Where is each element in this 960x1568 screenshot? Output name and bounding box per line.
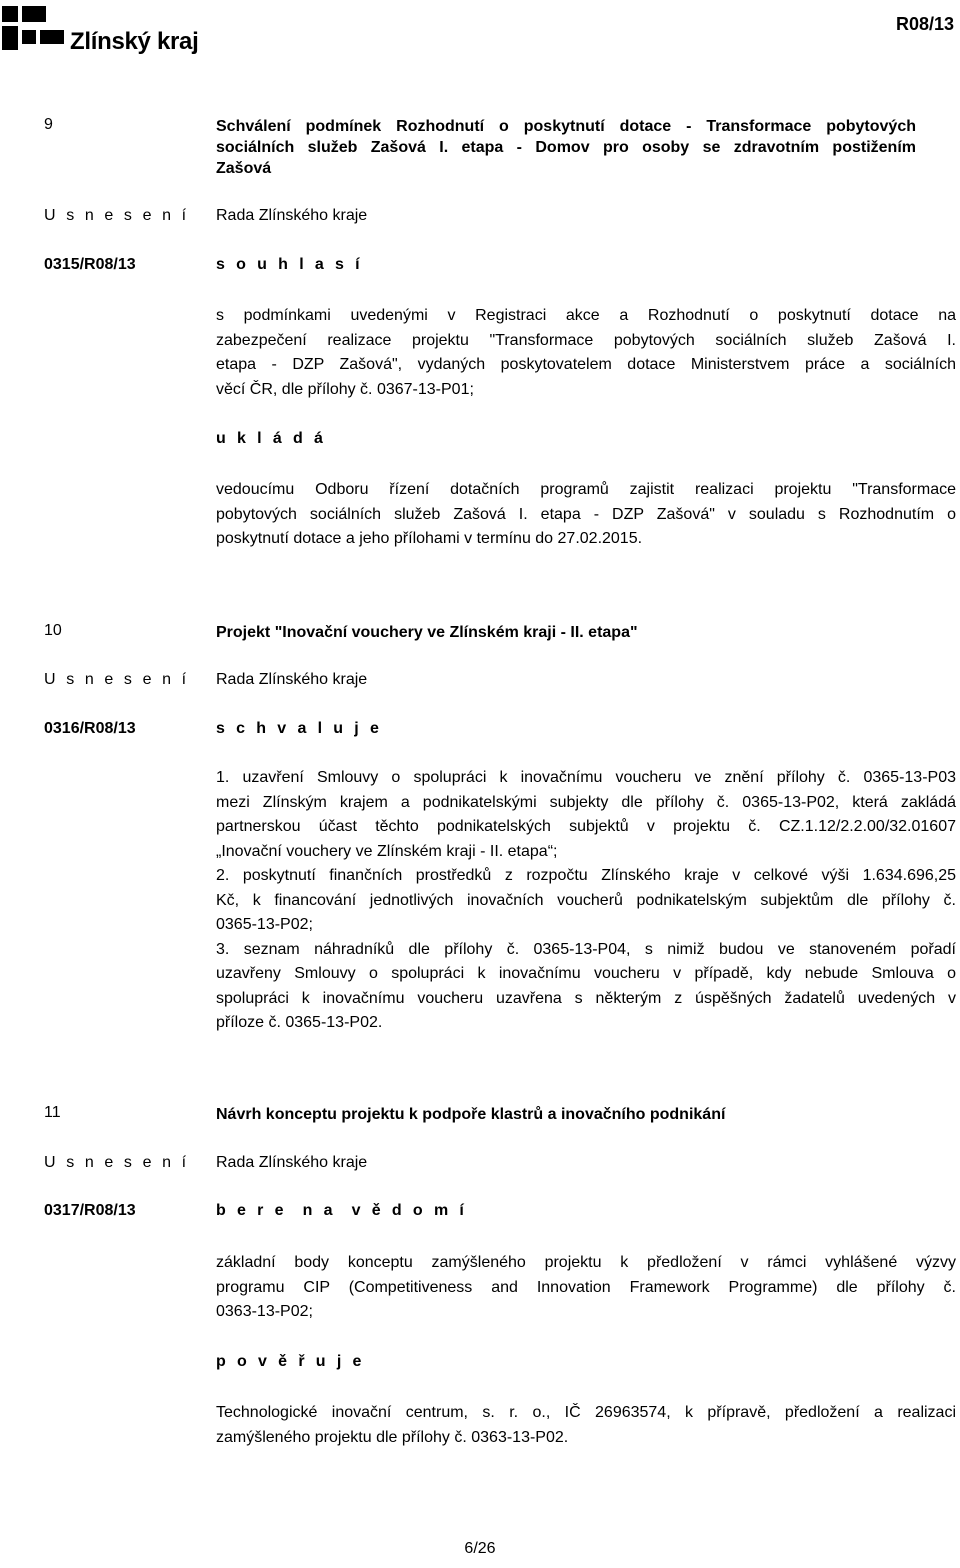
resolution-verb: p o v ě ř u j e [216, 1353, 365, 1370]
body-name: Rada Zlínského kraje [216, 1154, 368, 1171]
text-line: příloze č. 0365-13-P02. [216, 1014, 383, 1031]
title-line: sociálních služeb Zašová I. etapa - Domov pro osoby se zdravotním postižením [216, 139, 916, 156]
title-line: Zašová [216, 160, 272, 177]
title-line: Návrh konceptu projektu k podpoře klastrů a inovačního podnikání [216, 1106, 726, 1123]
text-line: 2. poskytnutí finančních prostředků z rozpočtu Zlínského kraje v celkové výši 1.634.696,25 [216, 867, 956, 884]
resolution-verb: s o u h l a s í [216, 256, 364, 273]
text-line: 3. seznam náhradníků dle přílohy č. 0365-13-P04, s nimiž budou ve stanoveném pořadí [216, 940, 956, 958]
logo-square [40, 30, 64, 44]
text-line: vedoucímu Odboru řízení dotačních programů zajistit realizaci projektu "Transformace [216, 481, 956, 498]
resolution-text [216, 1401, 956, 1450]
item-number: 11 [44, 1104, 61, 1121]
title-line: Projekt "Inovační vouchery ve Zlínském kraji - II. etapa" [216, 624, 638, 641]
resolution-verb: u k l á d á [216, 430, 327, 447]
text-line: mezi Zlínským krajem a podnikatelskými subjekty dle přílohy č. 0365-13-P02, která zakládá [216, 793, 956, 811]
text-line: 0365-13-P02; [216, 916, 313, 933]
item-title [216, 116, 916, 179]
text-line: poskytnutí dotace a jeho přílohami v termínu do 27.02.2015. [216, 530, 643, 547]
item-title [216, 622, 916, 643]
text-line: pobytových sociálních služeb Zašová I. etapa - DZP Zašová" v souladu s Rozhodnutím o [216, 505, 956, 523]
text-line: zamýšleného projektu dle přílohy č. 0363-13-P02. [216, 1428, 569, 1446]
resolution-text [216, 478, 956, 552]
title-line: Schválení podmínek Rozhodnutí o poskytnutí dotace - Transformace pobytových [216, 118, 916, 135]
item-title [216, 1104, 916, 1125]
resolution-verb: s c h v a l u j e [216, 720, 383, 737]
text-line: věcí ČR, dle přílohy č. 0367-13-P01; [216, 380, 474, 398]
text-line: spolupráci k inovačnímu voucheru uzavřena s některým z úspěšných žadatelů uvedených v [216, 989, 956, 1007]
text-line: uzavřeny Smlouvy o spolupráci k inovačnímu voucheru v případě, kdy nebude Smlouva o [216, 965, 956, 982]
resolution-verb: b e r e n a v ě d o m í [216, 1202, 468, 1219]
item-number: 10 [44, 622, 62, 639]
logo-square [2, 26, 18, 50]
resolution-number: 0316/R08/13 [44, 720, 136, 737]
text-line: Technologické inovační centrum, s. r. o., IČ 26963574, k přípravě, předložení a realizaci [216, 1404, 956, 1421]
text-line: „Inovační vouchery ve Zlínském kraji - II. etapa“; [216, 842, 558, 860]
logo-square [2, 6, 18, 22]
text-line: partnerskou účast těchto podnikatelských subjektů v projektu č. CZ.1.12/2.2.00/32.01607 [216, 818, 956, 835]
item-number: 9 [44, 116, 53, 133]
logo-square [22, 30, 36, 44]
text-line: programu CIP (Competitiveness and Innovation Framework Programme) dle přílohy č. [216, 1278, 956, 1296]
text-line: 0363-13-P02; [216, 1303, 313, 1320]
page-header [0, 0, 960, 56]
usneseni-label: U s n e s e n í [44, 207, 190, 224]
text-line: zabezpečení realizace projektu "Transformace pobytových sociálních služeb Zašová I. [216, 331, 956, 349]
logo-text: Zlínský kraj [70, 28, 199, 55]
text-line: etapa - DZP Zašová", vydaných poskytovatelem dotace Ministerstvem práce a sociálních [216, 356, 956, 373]
logo-square [22, 6, 46, 22]
page-number: 6/26 [464, 1540, 496, 1557]
body-name: Rada Zlínského kraje [216, 671, 368, 688]
usneseni-label: U s n e s e n í [44, 1154, 190, 1171]
document-number: R08/13 [895, 14, 954, 34]
text-line: základní body konceptu zamýšleného projektu k předložení v rámci vyhlášené výzvy [216, 1254, 956, 1271]
resolution-text [216, 304, 956, 402]
body-name: Rada Zlínského kraje [216, 207, 368, 224]
resolution-number: 0317/R08/13 [44, 1202, 136, 1219]
resolution-text [216, 1251, 956, 1325]
text-line: 1. uzavření Smlouvy o spolupráci k inovačnímu voucheru ve znění přílohy č. 0365-13-P03 [216, 769, 956, 786]
text-line: Kč, k financování jednotlivých inovačních voucherů podnikatelským subjektům dle přílohy č. [216, 891, 956, 909]
resolution-number: 0315/R08/13 [44, 256, 136, 273]
text-line: s podmínkami uvedenými v Registraci akce a Rozhodnutí o poskytnutí dotace na [216, 307, 956, 324]
usneseni-label: U s n e s e n í [44, 671, 190, 688]
zlinsky-kraj-logo [2, 6, 199, 55]
resolution-text [216, 766, 956, 1036]
